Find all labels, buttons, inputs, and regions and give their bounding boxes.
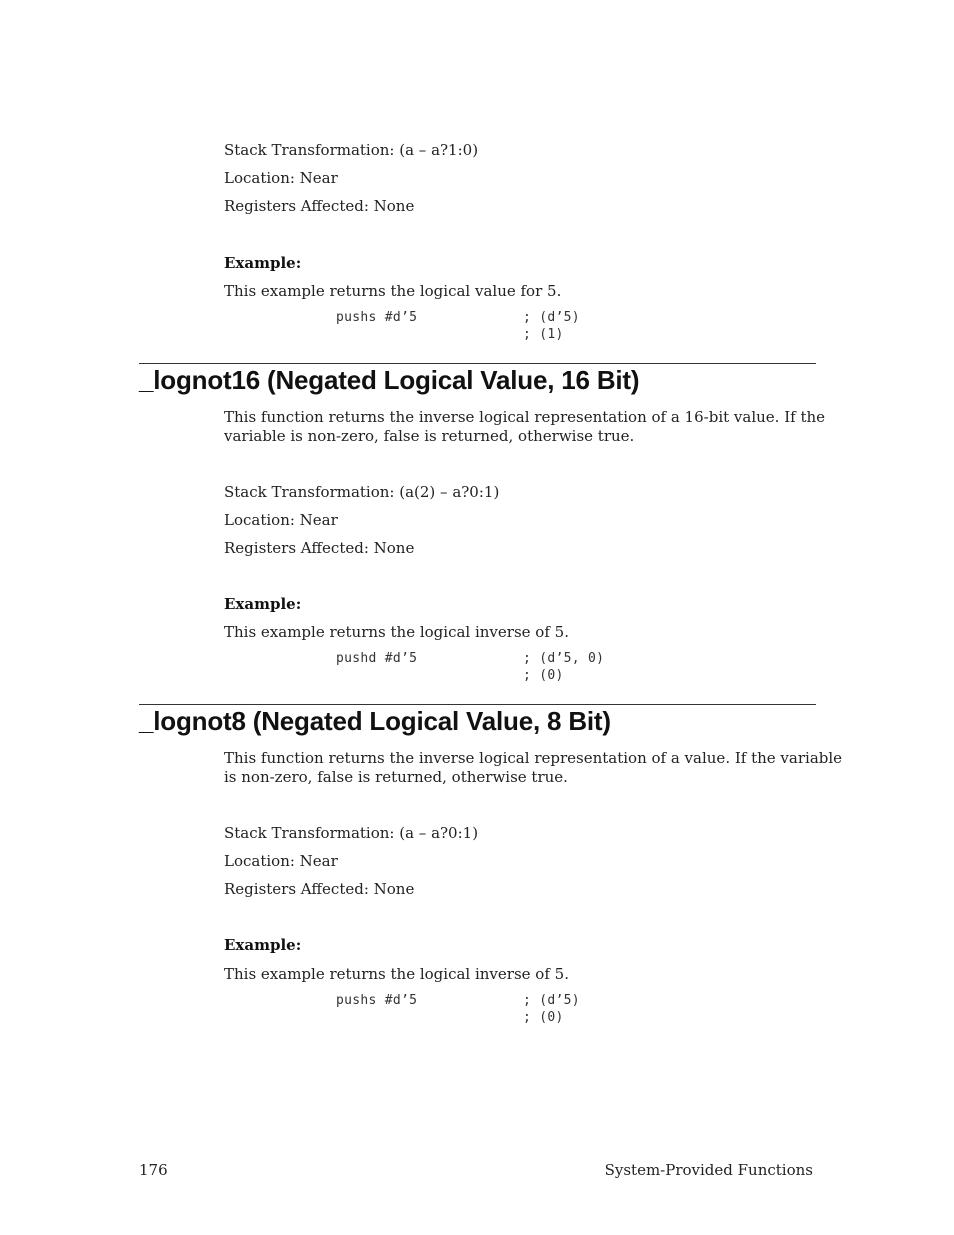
code-comment: ; (d’5) — [523, 993, 580, 1008]
example-description: This example returns the logical inverse of 5. — [224, 623, 569, 641]
location: Location: Near — [224, 169, 338, 187]
page-number: 176 — [139, 1161, 168, 1179]
code-instruction: pushd #d’5 — [336, 651, 418, 666]
function-description: is non-zero, false is returned, otherwise true. — [224, 768, 568, 786]
code-instruction: pushs #d’5 — [336, 993, 418, 1008]
code-comment: ; (d’5) — [523, 310, 580, 325]
code-comment: ; (0) — [523, 1010, 564, 1025]
section-divider — [139, 704, 816, 705]
registers-affected: Registers Affected: None — [224, 539, 415, 557]
section-title: _lognot16 (Negated Logical Value, 16 Bit) — [139, 365, 640, 395]
example-label: Example: — [224, 595, 302, 613]
example-label: Example: — [224, 936, 302, 954]
function-description: This function returns the inverse logical representation of a value. If the variable — [224, 749, 843, 767]
registers-affected: Registers Affected: None — [224, 197, 415, 215]
location: Location: Near — [224, 511, 338, 529]
location: Location: Near — [224, 852, 338, 870]
section-title: _lognot8 (Negated Logical Value, 8 Bit) — [139, 706, 611, 736]
stack-transformation: Stack Transformation: (a(2) – a?0:1) — [224, 483, 500, 501]
example-description: This example returns the logical inverse of 5. — [224, 965, 569, 983]
function-description: This function returns the inverse logical representation of a 16-bit value. If the — [224, 408, 826, 426]
stack-transformation: Stack Transformation: (a – a?1:0) — [224, 141, 479, 159]
function-description: variable is non-zero, false is returned, otherwise true. — [224, 427, 635, 445]
section-divider — [139, 363, 816, 364]
code-comment: ; (d’5, 0) — [523, 651, 605, 666]
example-description: This example returns the logical value for 5. — [224, 282, 562, 300]
code-comment: ; (1) — [523, 327, 564, 342]
registers-affected: Registers Affected: None — [224, 880, 415, 898]
example-label: Example: — [224, 254, 302, 272]
code-comment: ; (0) — [523, 668, 564, 683]
code-instruction: pushs #d’5 — [336, 310, 418, 325]
stack-transformation: Stack Transformation: (a – a?0:1) — [224, 824, 479, 842]
chapter-title: System-Provided Functions — [604, 1161, 813, 1179]
